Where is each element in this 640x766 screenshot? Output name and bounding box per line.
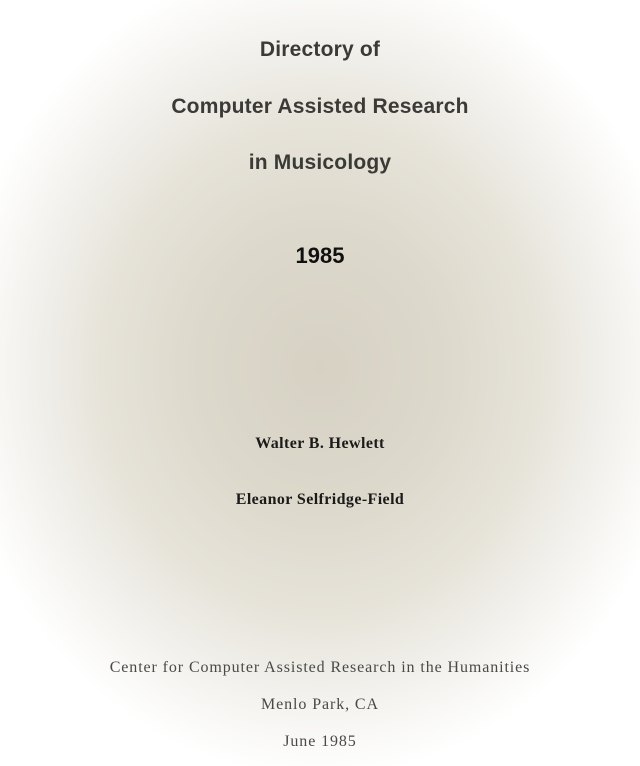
author-1: Walter B. Hewlett [255,435,385,452]
publisher-location: Menlo Park, CA [261,696,379,713]
publisher-organization: Center for Computer Assisted Research in the Humanities [109,659,531,676]
title-line-1: Directory of [259,38,381,61]
title-line-2: Computer Assisted Research [171,95,469,118]
author-2: Eleanor Selfridge-Field [235,491,405,508]
publication-date: June 1985 [283,733,357,750]
year: 1985 [295,243,345,268]
title-line-3: in Musicology [248,151,392,174]
